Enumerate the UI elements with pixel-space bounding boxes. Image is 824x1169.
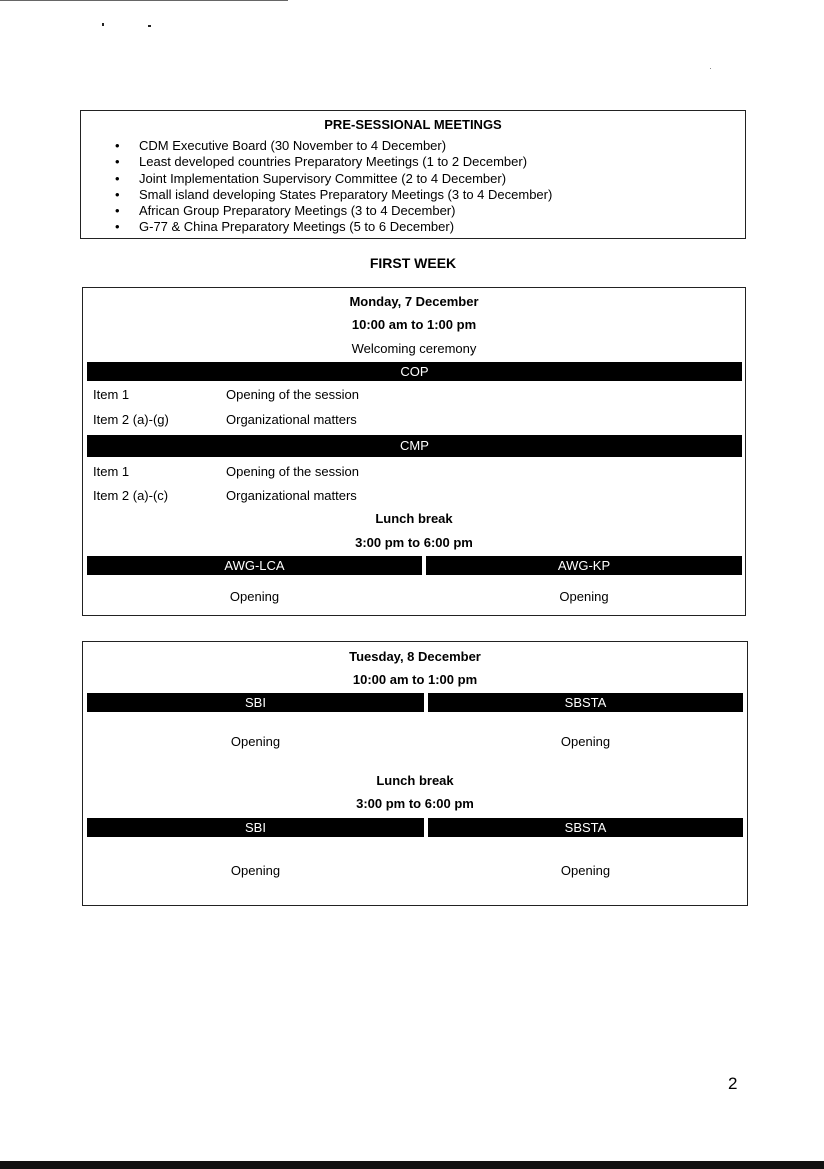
list-item: • CDM Executive Board (30 November to 4 December) xyxy=(115,138,552,154)
day-schedule-monday xyxy=(82,287,746,616)
day-schedule-tuesday xyxy=(82,641,748,906)
afternoon-time: 3:00 pm to 6:00 pm xyxy=(355,535,473,550)
morning-time: 10:00 am to 1:00 pm xyxy=(351,317,477,332)
welcoming-ceremony: Welcoming ceremony xyxy=(351,341,477,356)
day-date: Tuesday, 8 December xyxy=(349,649,481,664)
afternoon-time: 3:00 pm to 6:00 pm xyxy=(356,796,474,811)
agenda-item-text: Organizational matters xyxy=(226,488,357,503)
agenda-item-id: Item 2 (a)-(c) xyxy=(93,488,169,503)
sbi-opening: Opening xyxy=(230,863,281,878)
awg-kp-opening: Opening xyxy=(559,589,609,604)
day-date: Monday, 7 December xyxy=(349,294,479,309)
scan-speck xyxy=(148,25,151,27)
list-item: • Least developed countries Preparatory Meetings (1 to 2 December) xyxy=(115,154,552,170)
awg-lca-opening: Opening xyxy=(229,589,280,604)
lunch-break: Lunch break xyxy=(375,511,453,526)
scan-speck xyxy=(710,68,711,69)
list-item: • G-77 & China Preparatory Meetings (5 to 6 December) xyxy=(115,219,552,235)
agenda-item-id: Item 2 (a)-(g) xyxy=(93,412,169,427)
sbsta-opening: Opening xyxy=(560,863,611,878)
agenda-item-id: Item 1 xyxy=(93,464,130,479)
pre-sessional-box xyxy=(80,110,746,239)
agenda-item-id: Item 1 xyxy=(93,387,130,402)
scan-speck xyxy=(102,23,104,26)
list-item: • African Group Preparatory Meetings (3 to 4 December) xyxy=(115,203,552,219)
cop-header-bar: COP xyxy=(87,362,742,381)
sbi-opening: Opening xyxy=(230,734,281,749)
sbsta-header-bar: SBSTA xyxy=(428,818,743,837)
sbsta-opening: Opening xyxy=(560,734,611,749)
sbsta-header-bar: SBSTA xyxy=(428,693,743,712)
scan-top-rule xyxy=(0,0,288,1)
sbi-header-bar: SBI xyxy=(87,693,424,712)
list-item: • Joint Implementation Supervisory Committee (2 to 4 December) xyxy=(115,171,552,187)
lunch-break: Lunch break xyxy=(376,773,454,788)
week-title: FIRST WEEK xyxy=(369,255,457,271)
cmp-header-bar: CMP xyxy=(87,435,742,457)
list-item: • Small island developing States Preparatory Meetings (3 to 4 December) xyxy=(115,187,552,203)
agenda-item-text: Opening of the session xyxy=(226,387,359,402)
sbi-header-bar: SBI xyxy=(87,818,424,837)
awg-kp-header-bar: AWG-KP xyxy=(426,556,742,575)
pre-sessional-list xyxy=(115,138,552,236)
page-number: 2 xyxy=(728,1074,738,1093)
awg-lca-header-bar: AWG-LCA xyxy=(87,556,422,575)
pre-sessional-title: PRE-SESSIONAL MEETINGS xyxy=(324,117,502,132)
scan-bottom-band xyxy=(0,1161,824,1169)
morning-time: 10:00 am to 1:00 pm xyxy=(352,672,478,687)
agenda-item-text: Organizational matters xyxy=(226,412,357,427)
agenda-item-text: Opening of the session xyxy=(226,464,359,479)
